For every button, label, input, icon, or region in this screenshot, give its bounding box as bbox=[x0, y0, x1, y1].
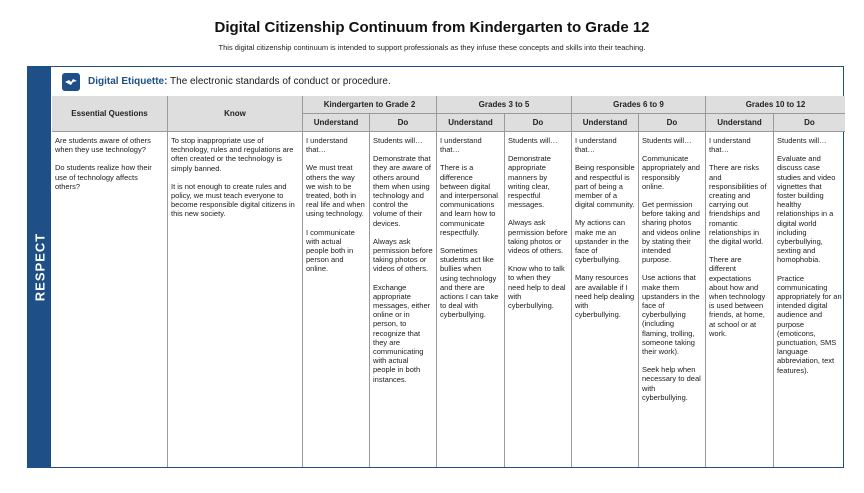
cell-paragraph: Seek help when necessary to deal with cyberbullying. bbox=[642, 365, 701, 402]
cell-paragraph: Exchange appropriate messages, either online or in person, to recognize that they are communicating with actual people in both instances. bbox=[373, 282, 431, 384]
header-understand-k2: Understand bbox=[303, 114, 370, 132]
cell-paragraph: We must treat others the way we wish to be treated, both in real life and when using technology. bbox=[306, 163, 365, 219]
understand-10-12-cell bbox=[706, 132, 774, 467]
cell-paragraph: I understand that… bbox=[306, 136, 348, 155]
understand-k2-cell bbox=[303, 132, 370, 467]
cell-paragraph: Evaluate and discuss case studies and video vignettes that foster building healthy relationships in a digital world including cyberbullying, sexting and homophobia. bbox=[777, 154, 836, 265]
cell-paragraph: Always ask permission before taking photos or videos of others. bbox=[508, 218, 568, 256]
cell-paragraph: I understand that… bbox=[440, 136, 482, 155]
cell-paragraph: Many resources are available if I need help dealing with cyberbullying. bbox=[575, 273, 635, 320]
header-do-3-5: Do bbox=[505, 114, 572, 132]
know-paragraph: To stop inappropriate use of technology, rules and regulations are often created or the technology is simply banned. bbox=[171, 136, 294, 173]
header-understand-6-9: Understand bbox=[572, 114, 639, 132]
cell-paragraph: There is a difference between digital and interpersonal communications and learn how to communicate respectfully. bbox=[440, 163, 498, 237]
do-k2-cell bbox=[370, 132, 437, 467]
etiquette-banner bbox=[52, 67, 843, 97]
bird-icon bbox=[62, 73, 80, 91]
etiquette-heading: Digital Etiquette: bbox=[88, 76, 168, 87]
cell-paragraph: Always ask permission before taking photos or videos of others. bbox=[373, 236, 433, 274]
header-do-6-9: Do bbox=[639, 114, 706, 132]
side-label: RESPECT bbox=[32, 232, 47, 302]
cell-paragraph: There are risks and responsibilities of creating and carrying out friendships and romantic relationships in the digital world. bbox=[709, 163, 767, 247]
essential-questions-cell bbox=[52, 132, 168, 467]
table-grid bbox=[52, 96, 843, 467]
cell-paragraph: Students will… bbox=[373, 136, 423, 145]
essential-question: Do students realize how their use of technology affects others? bbox=[55, 163, 152, 191]
page-title: Digital Citizenship Continuum from Kindergarten to Grade 12 bbox=[214, 19, 650, 36]
header-essential-questions: Essential Questions bbox=[52, 96, 168, 132]
etiquette-definition bbox=[88, 76, 391, 87]
understand-3-5-cell bbox=[437, 132, 505, 467]
cell-paragraph: I understand that… bbox=[575, 136, 617, 155]
cell-paragraph: Students will… bbox=[777, 136, 827, 145]
cell-paragraph: I communicate with actual people both in person and online. bbox=[306, 227, 355, 274]
header-band-6-9: Grades 6 to 9 bbox=[572, 96, 706, 114]
do-6-9-cell bbox=[639, 132, 706, 467]
cell-paragraph: Know who to talk to when they need help to deal with cyberbullying. bbox=[508, 264, 566, 311]
cell-paragraph: Being responsible and respectful is part of being a member of a digital community. bbox=[575, 163, 635, 210]
header-do-10-12: Do bbox=[774, 114, 845, 132]
cell-paragraph: My actions can make me an upstander in the face of cyberbullying. bbox=[575, 218, 629, 265]
header-band-3-5: Grades 3 to 5 bbox=[437, 96, 572, 114]
cell-paragraph: Demonstrate appropriate manners by writing clear, respectful messages. bbox=[508, 154, 551, 210]
etiquette-text: The electronic standards of conduct or procedure. bbox=[167, 76, 391, 87]
cell-paragraph: There are different expectations about how and when technology is used between friends, at home, at school or at work. bbox=[709, 255, 766, 338]
understand-6-9-cell bbox=[572, 132, 639, 467]
header-band-10-12: Grades 10 to 12 bbox=[706, 96, 845, 114]
page-subtitle: This digital citizenship continuum is intended to support professionals as they infuse these concepts and skills into their teaching. bbox=[218, 43, 646, 52]
do-10-12-cell bbox=[774, 132, 845, 467]
cell-paragraph: Sometimes students act like bullies when using technology and there are actions I can take to deal with cyberbullying. bbox=[440, 246, 499, 320]
header-know: Know bbox=[168, 96, 303, 132]
cell-paragraph: Get permission before taking and sharing photos and videos online by stating their intended purpose. bbox=[642, 200, 701, 265]
continuum-table bbox=[27, 66, 844, 468]
header-understand-3-5: Understand bbox=[437, 114, 505, 132]
header-band-k2: Kindergarten to Grade 2 bbox=[303, 96, 437, 114]
side-band bbox=[28, 67, 51, 467]
cell-paragraph: I understand that… bbox=[709, 136, 751, 155]
essential-question: Are students aware of others when they use technology? bbox=[55, 136, 151, 155]
cell-paragraph: Use actions that make them upstanders in the face of cyberbullying (including flaming, trolling, someone taking their work). bbox=[642, 273, 700, 357]
cell-paragraph: Students will… bbox=[508, 136, 558, 145]
cell-paragraph: Practice communicating appropriately for an intended digital audience and purpose (emoticons, punctuation, SMS language abbreviation, text features). bbox=[777, 273, 842, 375]
header-do-k2: Do bbox=[370, 114, 437, 132]
cell-paragraph: Students will… bbox=[642, 136, 692, 145]
know-paragraph: It is not enough to create rules and policy, we must teach everyone to become responsible digital citizens in this new society. bbox=[171, 181, 295, 219]
header-understand-10-12: Understand bbox=[706, 114, 774, 132]
cell-paragraph: Communicate appropriately and responsibly online. bbox=[642, 154, 700, 191]
know-cell bbox=[168, 132, 303, 467]
do-3-5-cell bbox=[505, 132, 572, 467]
cell-paragraph: Demonstrate that they are aware of others around them when using technology and control the volume of their devices. bbox=[373, 154, 431, 228]
